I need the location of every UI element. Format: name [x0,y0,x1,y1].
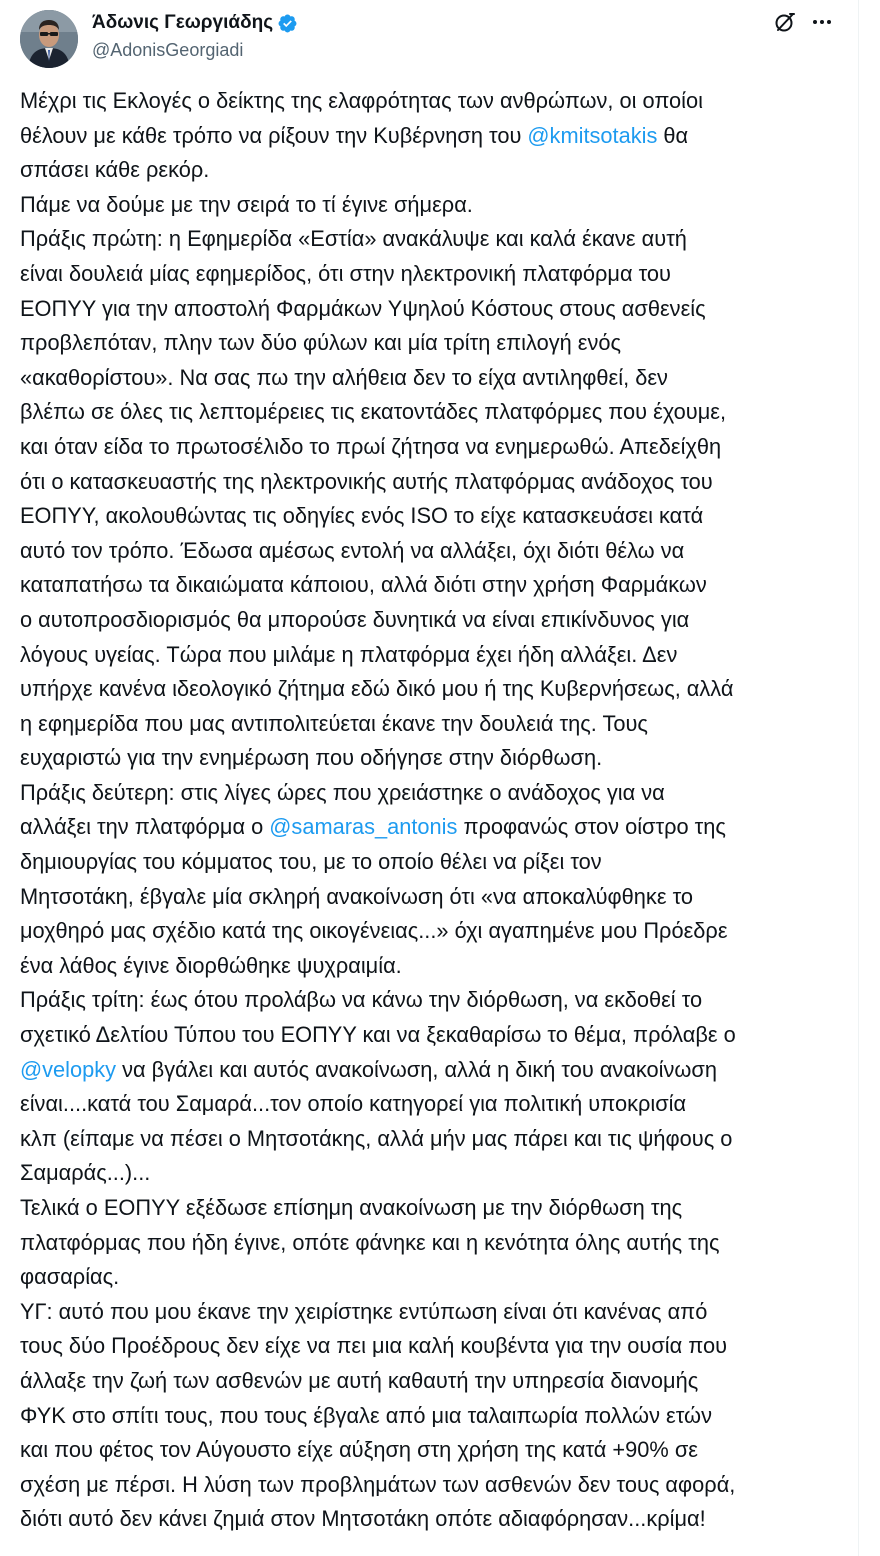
tweet-text-segment: Πάμε να δούμε με την σειρά το τί έγινε σήμερα. [20,191,473,217]
tweet-text-line [20,1156,850,1191]
tweet-header [0,0,858,80]
tweet-text-segment: είναι....κατά του Σαμαρά...τον οποίο κατηγορεί για πολιτική υποκρισία [20,1091,687,1117]
tweet-text-segment: Πράξις τρίτη: έως ότου προλάβω να κάνω την διόρθωση, να εκδοθεί το [20,987,703,1013]
author-handle[interactable]: @AdonisGeorgiadi [92,40,244,60]
tweet-text-line [20,1191,850,1226]
tweet-text-line [20,222,850,257]
name-row [92,10,298,36]
tweet-text-segment: Πράξις δεύτερη: στις λίγες ώρες που χρειάστηκε ο ανάδοχος για να [20,779,665,805]
grok-icon[interactable] [773,10,797,34]
tweet-text-segment: καταπατήσω τα δικαιώματα κάποιου, αλλά διότι στην χρήση Φαρμάκων [20,572,707,598]
tweet-text-line [20,810,850,845]
tweet-text-segment: σπάσει κάθε ρεκόρ. [20,157,210,183]
tweet-text-line [20,153,850,188]
tweet-text-segment: αλλάξει την πλατφόρμα ο [20,814,270,840]
mention-link[interactable]: @samaras_antonis [269,814,458,840]
tweet-text-segment: είναι δουλειά μίας εφημερίδος, ότι στην ηλεκτρονική πλατφόρμα του [20,260,671,286]
tweet-text-line [20,603,850,638]
tweet-text-line [20,188,850,223]
tweet-text-line [20,499,850,534]
tweet-text-segment: δημιουργίας του κόμματος του, με το οποίο θέλει να ρίξει τον [20,849,602,875]
tweet-text-segment: μοχθηρό μας σχέδιο κατά της οικογένειας...» όχι αγαπημένε μου Πρόεδρε [20,918,728,944]
tweet-text-segment: σχέση με πέρσι. Η λύση των προβλημάτων των ασθενών δεν τους αφορά, [20,1471,736,1497]
tweet-text-segment: προφανώς στον οίστρο της [457,814,726,840]
tweet-text-line [20,119,850,154]
tweet-text-line [20,1226,850,1261]
tweet-text-line [20,1364,850,1399]
tweet-text-line [20,568,850,603]
tweet-text-segment: και όταν είδα το πρωτοσέλιδο το πρωί ζήτησα να ενημερωθώ. Απεδείχθη [20,433,722,459]
tweet-text-line [20,1433,850,1468]
tweet-text-segment: φασαρίας. [20,1264,120,1290]
author-display-name[interactable]: Άδωνις Γεωργιάδης [92,12,274,33]
tweet-text-line [20,845,850,880]
tweet-text-line [20,1122,850,1157]
tweet-text-segment: ένα λάθος έγινε διορθώθηκε ψυχραιμία. [20,952,402,978]
tweet-text-line [20,1260,850,1295]
tweet-text-segment: ότι ο κατασκευαστής της ηλεκτρονικής αυτής πλατφόρμας ανάδοχος του [20,468,713,494]
tweet-text-segment: Μέχρι τις Εκλογές ο δείκτης της ελαφρότητας των ανθρώπων, οι οποίοι [20,88,703,113]
tweet-text-segment: τους δύο Προέδρους δεν είχε να πει μια καλή κουβέντα για την ουσία που [20,1333,728,1359]
profile-photo-icon [20,10,78,68]
mention-link[interactable]: @velopky [20,1056,117,1082]
tweet-text-segment: άλλαξε την ζωή των ασθενών με αυτή καθαυτή την υπηρεσία διανομής [20,1367,699,1393]
tweet-text-segment: θέλουν με κάθε τρόπο να ρίξουν την Κυβέρνηση του [20,122,528,148]
tweet-text-line [20,1087,850,1122]
tweet-text-segment: πλατφόρμας που ήδη έγινε, οπότε φάνηκε και η κενότητα όλης αυτής της [20,1229,720,1255]
tweet-text-line [20,465,850,500]
tweet-text-segment: Πράξις πρώτη: η Εφημερίδα «Εστία» ανακάλυψε και καλά έκανε αυτή [20,226,687,252]
tweet-text-segment: ευχαριστώ για την ενημέρωση που οδήγησε στην διόρθωση. [20,745,603,771]
tweet-text-line [20,1018,850,1053]
more-options-icon[interactable] [810,10,834,34]
tweet-text-segment: λόγους υγείας. Τώρα που μιλάμε η πλατφόρμα έχει ήδη αλλάξει. Δεν [20,641,678,667]
tweet-text-line [20,1399,850,1434]
tweet-text-line [20,1295,850,1330]
tweet-text-segment: ΕΟΠΥΥ για την αποστολή Φαρμάκων Υψηλού Κόστους στους ασθενείς [20,295,706,321]
tweet-text-line [20,361,850,396]
verified-badge-icon [277,13,298,34]
tweet-text-line [20,949,850,984]
tweet-text-segment: ΦΥΚ στο σπίτι τους, που τους έβγαλε από μια ταλαιπωρία πολλών ετών [20,1402,712,1428]
tweet-text-line [20,914,850,949]
mention-link[interactable]: @kmitsotakis [527,122,658,148]
tweet-text-segment: βλέπω σε όλες τις λεπτομέρειες τις εκατοντάδες πλατφόρμες που έχουμε, [20,399,727,425]
tweet-text-segment: κλπ (είπαμε να πέσει ο Μητσοτάκης, αλλά μήν μας πάρει και τις ψήφους ο [20,1125,733,1151]
tweet-text-line [20,707,850,742]
tweet-text-line [20,1053,850,1088]
tweet-text-segment: υπήρχε κανένα ιδεολογικό ζήτημα εδώ δικό μου ή της Κυβερνήσεως, αλλά [20,676,734,702]
tweet-text-segment: ο αυτοπροσδιορισμός θα μπορούσε δυνητικά να είναι επικίνδυνος για [20,606,690,632]
tweet-text-line [20,880,850,915]
tweet-text-line [20,395,850,430]
tweet-text-segment: «ακαθορίστου». Να σας πω την αλήθεια δεν το είχα αντιληφθεί, δεν [20,364,668,390]
tweet-text-line [20,1329,850,1364]
tweet-text-line [20,983,850,1018]
tweet-text-segment: η εφημερίδα που μας αντιπολιτεύεται έκανε την δουλειά της. Τους [20,710,648,736]
tweet-text-line [20,430,850,465]
tweet-text-segment: αυτό τον τρόπο. Έδωσα αμέσως εντολή να αλλάξει, όχι διότι θέλω να [20,537,685,563]
tweet-text-segment: Μητσοτάκη, έβγαλε μία σκληρή ανακοίνωση ότι «να αποκαλύφθηκε το [20,883,694,909]
tweet-text-segment: θα [657,122,689,148]
author-block [92,10,298,61]
tweet-text-segment: ΥΓ: αυτό που μου έκανε την χειρίστηκε εντύπωση είναι ότι κανένας από [20,1298,708,1324]
tweet-text-line [20,1502,850,1537]
tweet-text-line [20,534,850,569]
tweet-text-line [20,326,850,361]
tweet-text-segment: προβλεπόταν, πλην των δύο φύλων και μία τρίτη επιλογή ενός [20,330,622,356]
tweet-text-line [20,638,850,673]
tweet-text-segment: ΕΟΠΥΥ, ακολουθώντας τις οδηγίες ενός ISO το είχε κατασκευάσει κατά [20,503,704,529]
tweet-text-segment: διότι αυτό δεν κάνει ζημιά στον Μητσοτάκη οπότε αδιαφόρησαν...κρίμα! [20,1506,706,1532]
tweet-text-segment: να βγάλει και αυτός ανακοίνωση, αλλά η δική του ανακοίνωση [116,1056,718,1082]
tweet-text-line [20,672,850,707]
tweet-text-segment: σχετικό Δελτίου Τύπου του ΕΟΠΥΥ και να ξεκαθαρίσω το θέμα, πρόλαβε ο [20,1022,736,1048]
tweet-text-segment: Σαμαράς...)... [20,1160,151,1186]
tweet-text-segment: και που φέτος τον Αύγουστο είχε αύξηση στη χρήση της κατά +90% σε [20,1437,699,1463]
tweet-text-line [20,776,850,811]
tweet-text-segment: Τελικά ο ΕΟΠΥΥ εξέδωσε επίσημη ανακοίνωση με την διόρθωση της [20,1195,683,1220]
tweet-text-line [20,84,850,119]
tweet-text-line [20,1468,850,1503]
tweet-text-line [20,741,850,776]
tweet-text-line [20,292,850,327]
avatar[interactable] [20,10,78,68]
tweet-text [20,84,850,1537]
tweet-text-line [20,257,850,292]
